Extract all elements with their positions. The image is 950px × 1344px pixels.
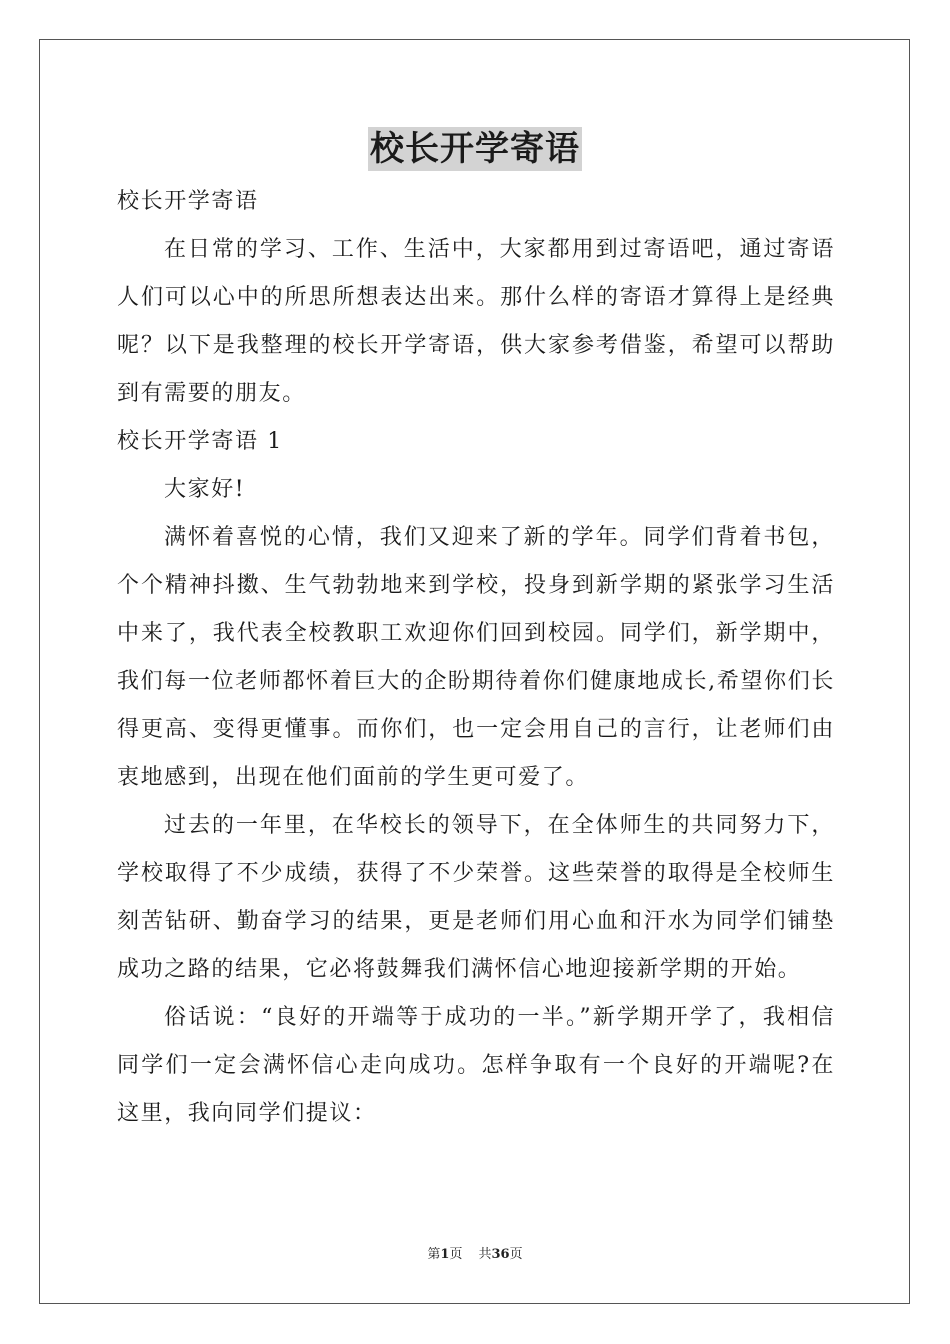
paragraph: 过去的一年里，在华校长的领导下，在全体师生的共同努力下，学校取得了不少成绩，获得了不少荣誉。这些荣誉的取得是全校师生刻苦钻研、勤奋学习的结果，更是老师们用心血和汗水为同学们铺垫成功之路的结果，它必将鼓舞我们满怀信心地迎接新学期的开始。 <box>117 813 835 982</box>
page-footer <box>0 1245 950 1265</box>
paragraph: 大家好! <box>164 477 246 502</box>
total-suffix: 页 <box>509 1247 523 1262</box>
document-title: 校长开学寄语 <box>370 129 580 169</box>
paragraph: 俗话说：“良好的开端等于成功的一半。”新学期开学了，我相信同学们一定会满怀信心走向成功。怎样争取有一个良好的开端呢?在这里，我向同学们提议： <box>117 1005 835 1126</box>
page-total <box>478 1247 522 1262</box>
page-current: 1 <box>440 1247 450 1262</box>
page-prefix: 第 <box>427 1247 441 1262</box>
title-container <box>0 127 950 171</box>
page-suffix: 页 <box>449 1247 463 1262</box>
document-body <box>117 178 835 1138</box>
paragraph: 在日常的学习、工作、生活中，大家都用到过寄语吧，通过寄语人们可以心中的所思所想表达出来。那什么样的寄语才算得上是经典呢？以下是我整理的校长开学寄语，供大家参考借鉴，希望可以帮助到有需要的朋友。 <box>117 237 835 406</box>
paragraph: 校长开学寄语 <box>117 189 259 214</box>
section-heading: 校长开学寄语 1 <box>117 429 283 454</box>
total-prefix: 共 <box>478 1247 492 1262</box>
paragraph: 满怀着喜悦的心情，我们又迎来了新的学年。同学们背着书包，个个精神抖擞、生气勃勃地来到学校，投身到新学期的紧张学习生活中来了，我代表全校教职工欢迎你们回到校园。同学们，新学期中，我们每一位老师都怀着巨大的企盼期待着你们健康地成长,希望你们长得更高、变得更懂事。而你们，也一定会用自己的言行，让老师们由衷地感到，出现在他们面前的学生更可爱了。 <box>117 525 835 790</box>
page-number <box>427 1247 462 1262</box>
total-pages: 36 <box>491 1247 510 1262</box>
